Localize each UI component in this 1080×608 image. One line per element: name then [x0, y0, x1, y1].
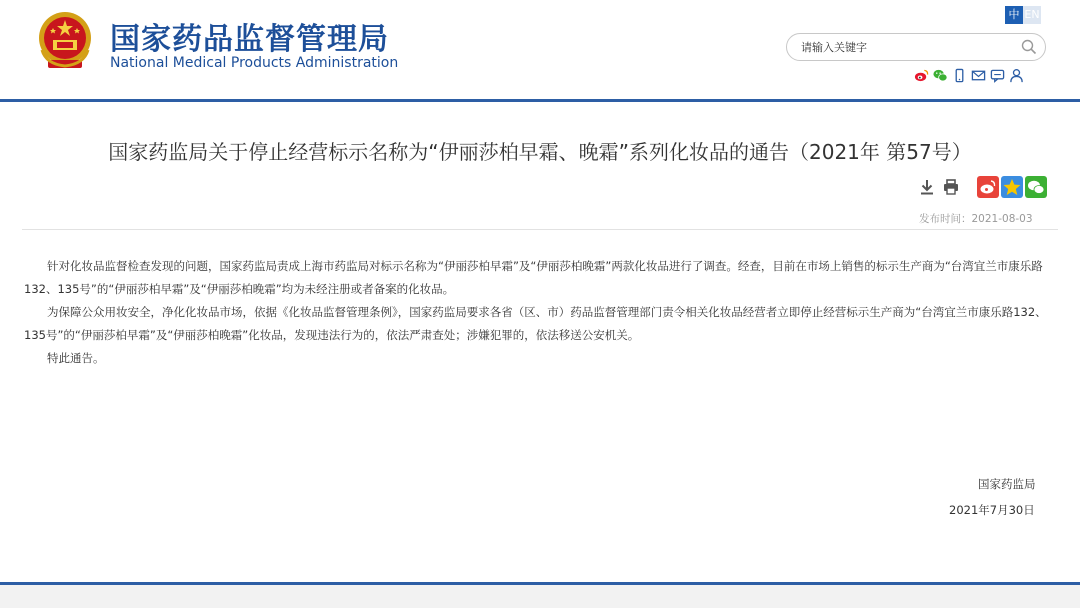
print-icon[interactable]: [942, 178, 960, 196]
lang-zh-button[interactable]: 中: [1005, 6, 1023, 24]
share-tools: [977, 176, 1047, 198]
lang-en-button[interactable]: EN: [1023, 6, 1041, 24]
site-header: [0, 0, 1080, 100]
weibo-icon[interactable]: [914, 68, 929, 83]
wechat-icon[interactable]: [933, 68, 948, 83]
download-icon[interactable]: [918, 178, 936, 196]
search-input[interactable]: [801, 38, 1011, 56]
header-divider: [0, 99, 1080, 102]
message-icon[interactable]: [990, 68, 1005, 83]
share-wechat-icon[interactable]: [1025, 176, 1047, 198]
site-footer: [0, 585, 1080, 608]
national-emblem-icon[interactable]: [36, 10, 94, 70]
mail-icon[interactable]: [971, 68, 986, 83]
content-divider: [22, 229, 1058, 230]
publish-date: [919, 211, 1033, 226]
article-tools: [918, 178, 960, 196]
mobile-icon[interactable]: [952, 68, 967, 83]
publish-date-label: 发布时间：: [919, 213, 972, 225]
share-qzone-icon[interactable]: [1001, 176, 1023, 198]
search-icon[interactable]: [1021, 39, 1037, 55]
article-paragraph: 特此通告。: [47, 351, 105, 365]
article-paragraph: 为保障公众用妆安全，净化化妆品市场，依据《化妆品监督管理条例》，国家药监局要求各省（区、市）药品监督管理部门责令相关化妆品经营者立即停止经营标示生产商为“台湾宜兰市康乐路132、135号”的“伊丽莎柏早霜”及“伊丽莎柏晚霜”化妆品，发现违法行为的，依法严肃查处；涉嫌犯罪的，依法移送公安机关。: [24, 305, 1047, 342]
search-box: [786, 33, 1046, 61]
article-body: [24, 255, 1054, 370]
share-weibo-icon[interactable]: [977, 176, 999, 198]
article-title: 国家药监局关于停止经营标示名称为“伊丽莎柏早霜、晚霜”系列化妆品的通告（2021年 第57号）: [108, 140, 972, 164]
signature-date: 2021年7月30日: [949, 503, 1035, 517]
site-title: 国家药品监督管理局: [110, 22, 389, 57]
signature-organization: 国家药监局: [978, 477, 1036, 491]
language-switch: [1005, 6, 1041, 24]
social-links: [914, 68, 1024, 83]
publish-date-value: 2021-08-03: [971, 213, 1033, 225]
article-paragraph: 针对化妆品监督检查发现的问题，国家药监局责成上海市药监局对标示名称为“伊丽莎柏早霜”及“伊丽莎柏晚霜”两款化妆品进行了调查。经查，目前在市场上销售的标示生产商为“台湾宜兰市康乐路132、135号”的“伊丽莎柏早霜”及“伊丽莎柏晚霜”均为未经注册或者备案的化妆品。: [24, 259, 1043, 296]
site-subtitle: National Medical Products Administration: [110, 55, 399, 71]
user-icon[interactable]: [1009, 68, 1024, 83]
